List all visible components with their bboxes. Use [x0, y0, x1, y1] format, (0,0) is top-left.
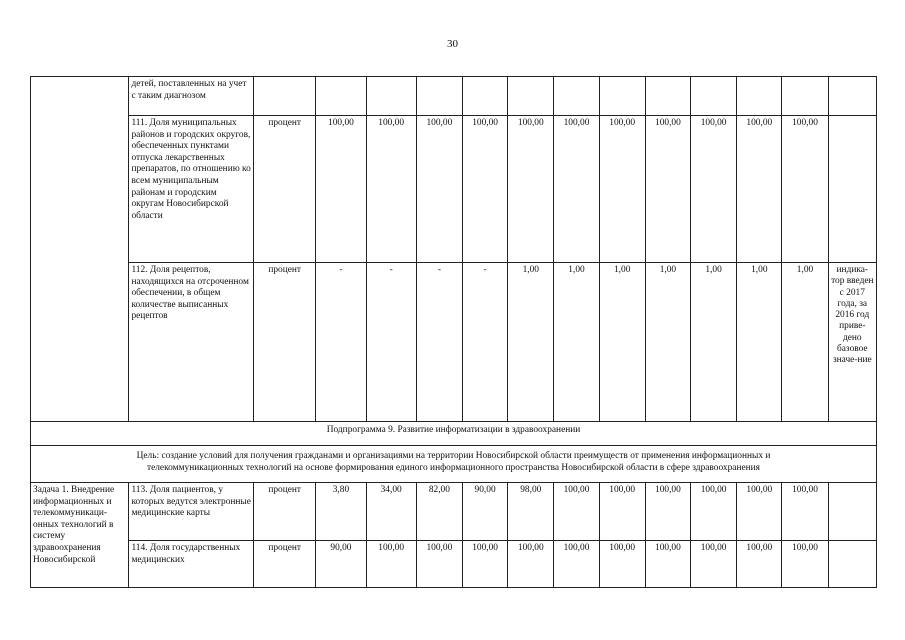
- value-cell: 100,00: [691, 483, 737, 541]
- value-cell: 100,00: [737, 483, 782, 541]
- value-cell: 100,00: [462, 116, 507, 263]
- value-cell: 100,00: [691, 116, 737, 263]
- value-cell: 1,00: [554, 263, 599, 422]
- value-cell: 100,00: [645, 483, 690, 541]
- value-cell: -: [366, 263, 416, 422]
- subprogram-row: [31, 422, 877, 446]
- task-cell-empty: [31, 77, 129, 422]
- value-cell: 100,00: [599, 541, 645, 588]
- unit-cell: процент: [254, 263, 316, 422]
- value-cell: 100,00: [599, 483, 645, 541]
- goal-row: [31, 446, 877, 483]
- value-cell: 100,00: [782, 483, 828, 541]
- value-cell: -: [462, 263, 507, 422]
- indicator-name: 114. Доля государственных медицинских: [129, 541, 254, 588]
- value-cell: [366, 77, 416, 116]
- value-cell: 1,00: [691, 263, 737, 422]
- indicator-name: 112. Доля рецептов, находящихся на отсроченном обеспечении, в общем количестве выписанных рецептов: [129, 263, 254, 422]
- value-cell: 1,00: [599, 263, 645, 422]
- value-cell: [316, 77, 366, 116]
- value-cell: 82,00: [416, 483, 462, 541]
- value-cell: 100,00: [599, 116, 645, 263]
- value-cell: [508, 77, 554, 116]
- table-row-112: [31, 263, 877, 422]
- subprogram-title: Подпрограмма 9. Развитие информатизации в здравоохранении: [31, 422, 877, 446]
- value-cell: 98,00: [508, 483, 554, 541]
- value-cell: 90,00: [462, 483, 507, 541]
- note-cell: [828, 541, 876, 588]
- note-cell: [828, 77, 876, 116]
- note-cell: индика-тор введен с 2017 года, за 2016 год приве-дено базовое значе-ние: [828, 263, 876, 422]
- value-cell: [691, 77, 737, 116]
- value-cell: [554, 77, 599, 116]
- value-cell: 100,00: [782, 541, 828, 588]
- value-cell: 100,00: [508, 116, 554, 263]
- value-cell: 90,00: [316, 541, 366, 588]
- value-cell: 100,00: [366, 116, 416, 263]
- value-cell: 100,00: [508, 541, 554, 588]
- unit-cell: процент: [254, 483, 316, 541]
- value-cell: 100,00: [316, 116, 366, 263]
- value-cell: 34,00: [366, 483, 416, 541]
- value-cell: 100,00: [645, 116, 690, 263]
- value-cell: 1,00: [782, 263, 828, 422]
- value-cell: 100,00: [462, 541, 507, 588]
- page-number: 30: [447, 38, 458, 50]
- note-cell: [828, 116, 876, 263]
- value-cell: 100,00: [782, 116, 828, 263]
- value-cell: [782, 77, 828, 116]
- value-cell: 100,00: [554, 541, 599, 588]
- unit-cell: процент: [254, 116, 316, 263]
- value-cell: 100,00: [554, 483, 599, 541]
- unit-cell: процент: [254, 541, 316, 588]
- value-cell: 100,00: [737, 541, 782, 588]
- task-cell: Задача 1. Внедрение информационных и телекоммуникаци-онных технологий в систему здравоохранения Новосибирской: [31, 483, 129, 588]
- indicator-name: 111. Доля муниципальных районов и городских округов, обеспеченных пунктами отпуска лекарственных препаратов, по отношению ко всем муниципальным районам и городским округам Новосибирской области: [129, 116, 254, 263]
- value-cell: 100,00: [554, 116, 599, 263]
- indicator-name: детей, поставленных на учет с таким диагнозом: [129, 77, 254, 116]
- value-cell: 1,00: [508, 263, 554, 422]
- value-cell: 100,00: [737, 116, 782, 263]
- value-cell: [462, 77, 507, 116]
- value-cell: 1,00: [645, 263, 690, 422]
- table-row-111: [31, 116, 877, 263]
- value-cell: [416, 77, 462, 116]
- value-cell: 100,00: [416, 541, 462, 588]
- value-cell: 100,00: [366, 541, 416, 588]
- note-cell: [828, 483, 876, 541]
- value-cell: [645, 77, 690, 116]
- value-cell: [599, 77, 645, 116]
- unit-cell: [254, 77, 316, 116]
- value-cell: 100,00: [416, 116, 462, 263]
- value-cell: 1,00: [737, 263, 782, 422]
- table-row-110-continued: [31, 77, 877, 116]
- table-row-114: [31, 541, 877, 588]
- value-cell: -: [416, 263, 462, 422]
- value-cell: 100,00: [691, 541, 737, 588]
- table-row-113: [31, 483, 877, 541]
- value-cell: -: [316, 263, 366, 422]
- value-cell: 3,80: [316, 483, 366, 541]
- goal-text: Цель: создание условий для получения гражданами и организациями на территории Новосибирской области преимуществ от применения информационных и телекоммуникационных технологий на основе формирования единого информационного пространства Новосибирской области в сфере здравоохранения: [31, 446, 877, 483]
- value-cell: 100,00: [645, 541, 690, 588]
- indicators-table: [30, 76, 877, 588]
- indicator-name: 113. Доля пациентов, у которых ведутся электронные медицинские карты: [129, 483, 254, 541]
- value-cell: [737, 77, 782, 116]
